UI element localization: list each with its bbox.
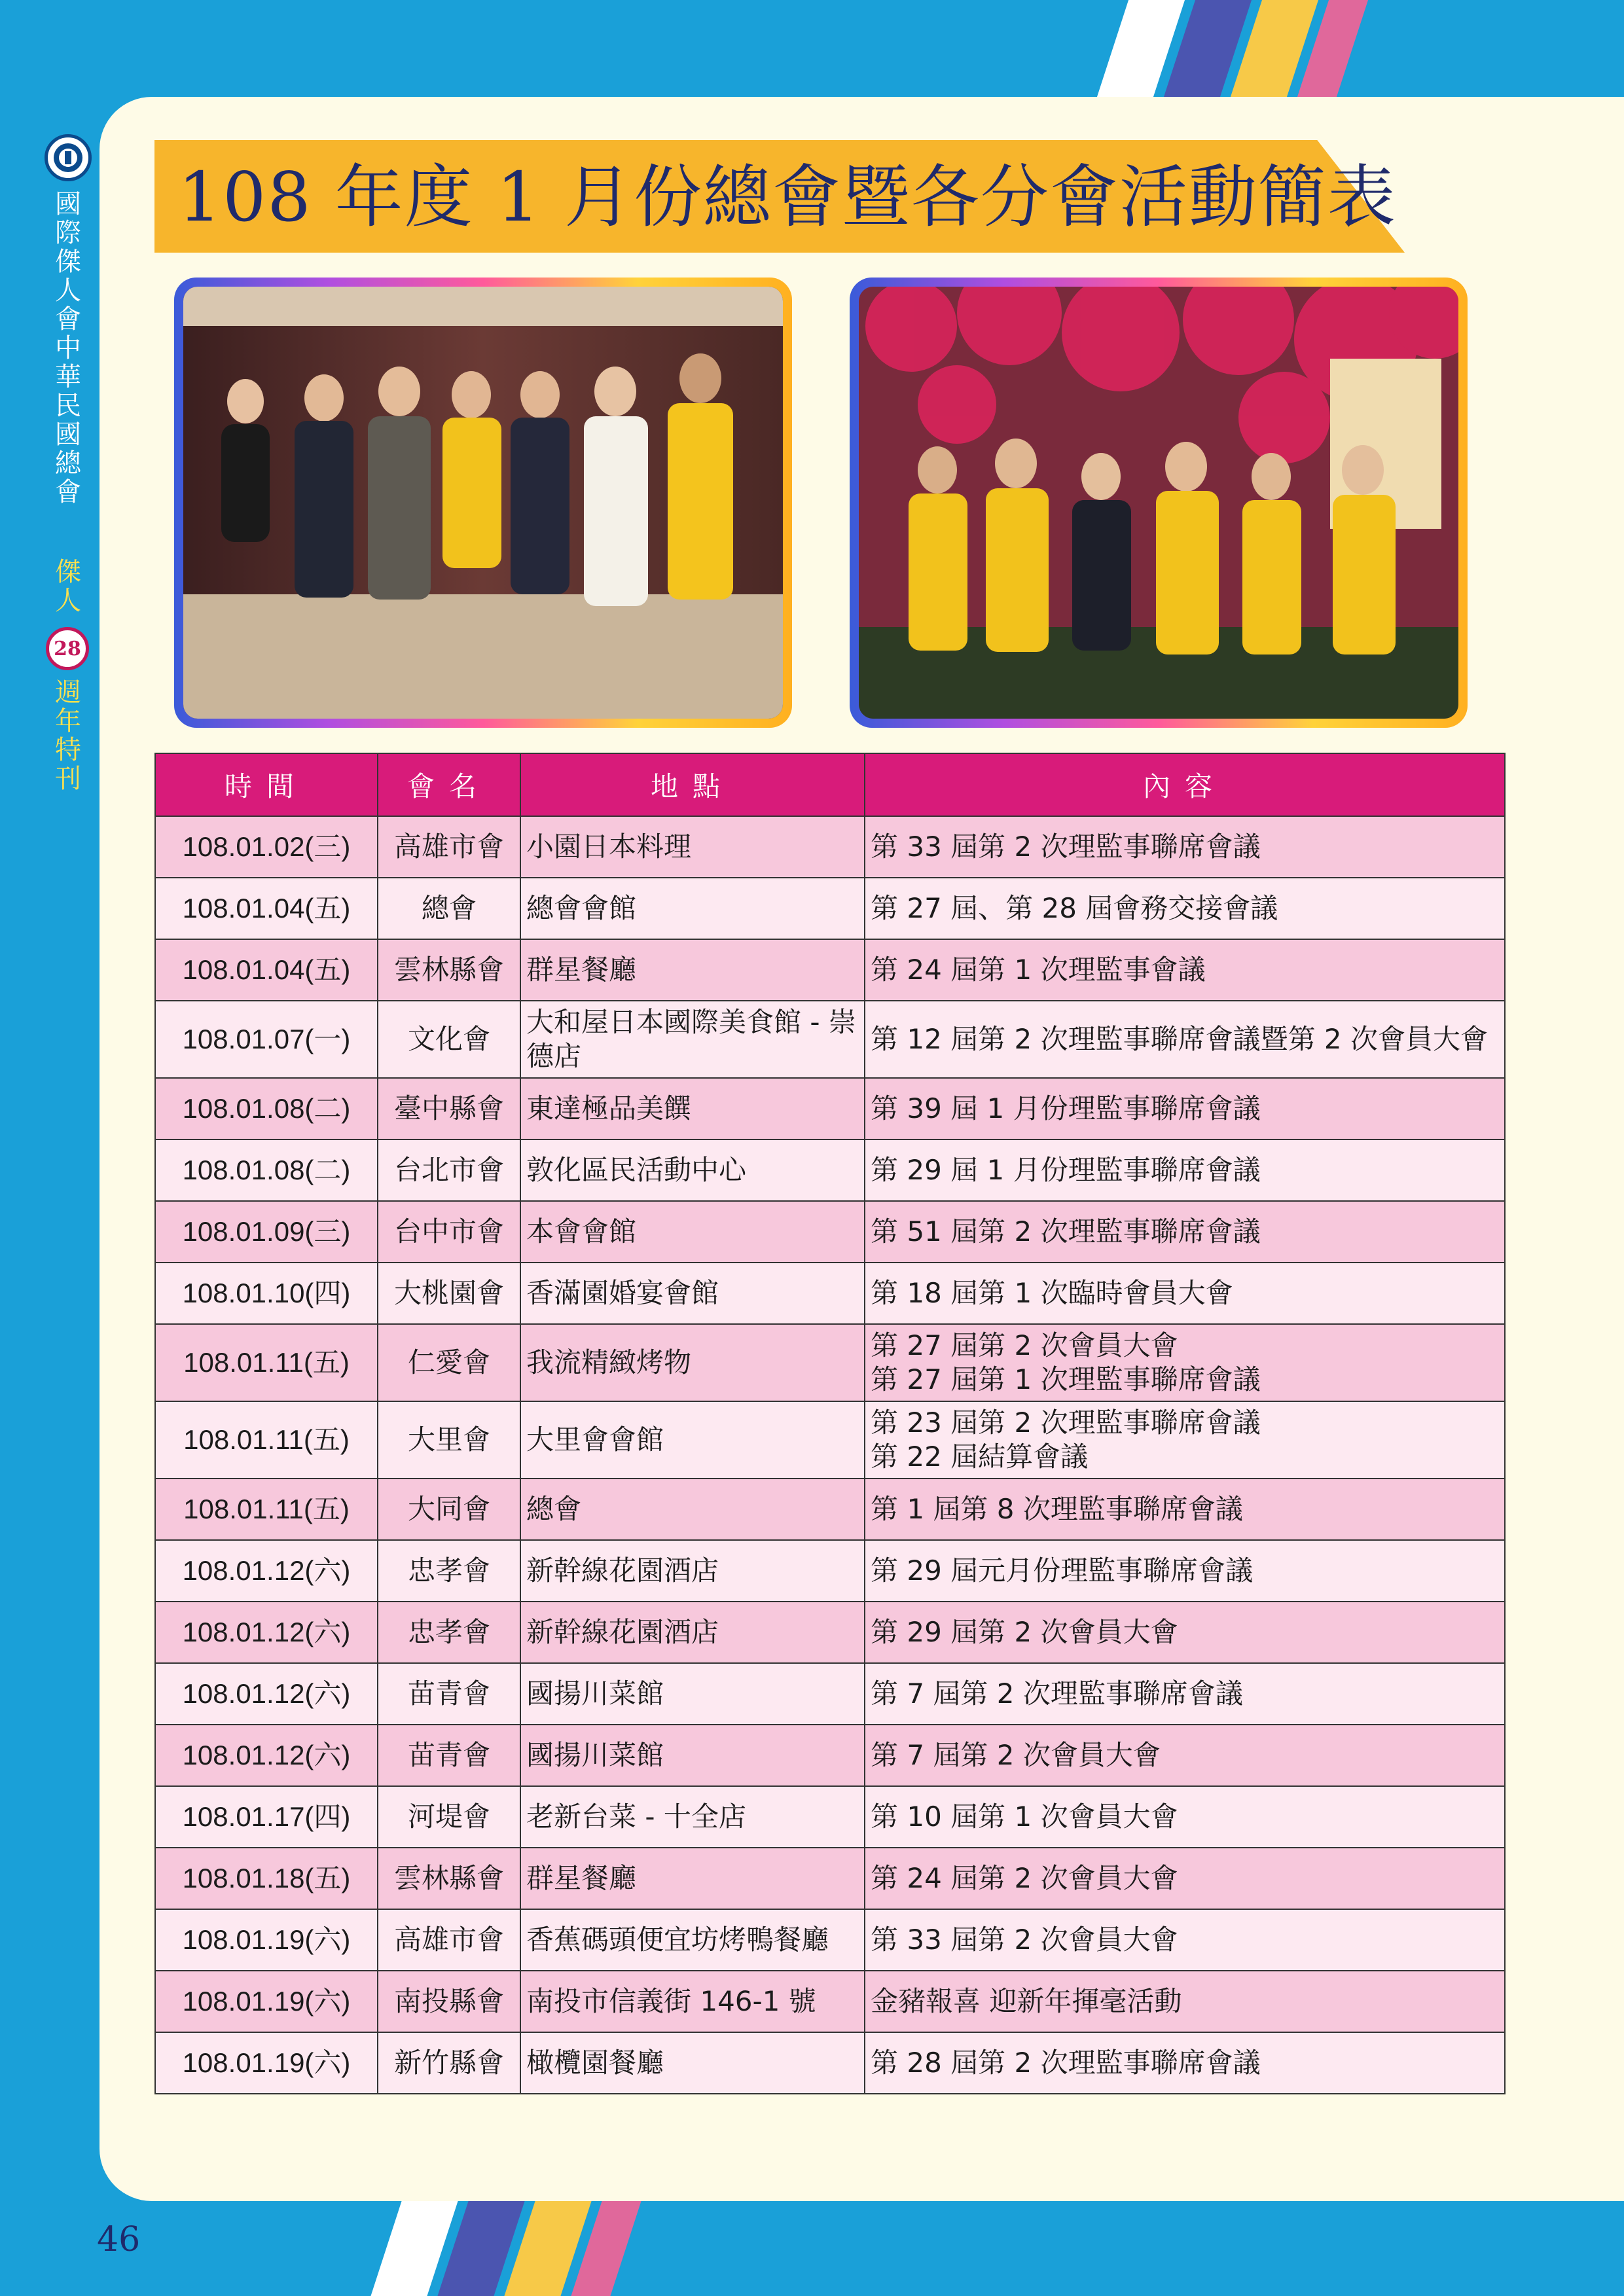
cell-date: 108.01.12(六) [155, 1725, 378, 1786]
cell-content: 第 18 屆第 1 次臨時會員大會 [865, 1263, 1505, 1324]
table-row [155, 1602, 1505, 1663]
activity-table [154, 753, 1506, 2094]
cell-org: 仁愛會 [378, 1324, 520, 1401]
cell-date: 108.01.07(一) [155, 1001, 378, 1078]
cell-date: 108.01.10(四) [155, 1263, 378, 1324]
cell-org: 雲林縣會 [378, 939, 520, 1001]
header-org: 會名 [378, 753, 520, 816]
cell-org: 台北市會 [378, 1139, 520, 1201]
cell-place: 本會會館 [520, 1201, 865, 1263]
organization-logo-icon [45, 134, 92, 181]
table-row [155, 816, 1505, 878]
table-row [155, 1139, 1505, 1201]
header-place: 地點 [520, 753, 865, 816]
cell-org: 南投縣會 [378, 1971, 520, 2032]
cell-content: 金豬報喜 迎新年揮毫活動 [865, 1971, 1505, 2032]
cell-date: 108.01.12(六) [155, 1602, 378, 1663]
header-content: 內容 [865, 753, 1505, 816]
cell-content: 第 12 屆第 2 次理監事聯席會議暨第 2 次會員大會 [865, 1001, 1505, 1078]
cell-place: 新幹線花園酒店 [520, 1602, 865, 1663]
cell-org: 臺中縣會 [378, 1078, 520, 1139]
side-caption-suffix: 週年 特刊 [55, 677, 81, 794]
table-row [155, 1201, 1505, 1263]
cell-date: 108.01.11(五) [155, 1401, 378, 1479]
table-row [155, 1848, 1505, 1909]
table-row [155, 1540, 1505, 1602]
cell-date: 108.01.19(六) [155, 2032, 378, 2094]
cell-date: 108.01.18(五) [155, 1848, 378, 1909]
cell-date: 108.01.17(四) [155, 1786, 378, 1848]
cell-org: 大里會 [378, 1401, 520, 1479]
cell-content: 第 33 屆第 2 次會員大會 [865, 1909, 1505, 1971]
cell-org: 苗青會 [378, 1725, 520, 1786]
cell-place: 總會會館 [520, 878, 865, 939]
cell-org: 忠孝會 [378, 1602, 520, 1663]
cell-content: 第 27 屆第 2 次會員大會 第 27 屆第 1 次理監事聯席會議 [865, 1324, 1505, 1401]
cell-date: 108.01.11(五) [155, 1324, 378, 1401]
cell-date: 108.01.12(六) [155, 1540, 378, 1602]
photo-frame-left [174, 278, 792, 728]
cell-org: 雲林縣會 [378, 1848, 520, 1909]
table-row [155, 1001, 1505, 1078]
emblem-icon [51, 141, 85, 175]
table-row [155, 1725, 1505, 1786]
cell-content: 第 33 屆第 2 次理監事聯席會議 [865, 816, 1505, 878]
cell-content: 第 24 屆第 2 次會員大會 [865, 1848, 1505, 1909]
cell-date: 108.01.04(五) [155, 939, 378, 1001]
table-row [155, 2032, 1505, 2094]
side-caption-org-name: 國際傑人會中華民國總會 [55, 189, 81, 507]
cell-org: 文化會 [378, 1001, 520, 1078]
cell-place: 國揚川菜館 [520, 1725, 865, 1786]
cell-place: 香滿園婚宴會館 [520, 1263, 865, 1324]
anniversary-badge: 28 [46, 627, 89, 670]
cell-date: 108.01.19(六) [155, 1971, 378, 2032]
cell-place: 南投市信義街 146-1 號 [520, 1971, 865, 2032]
cell-date: 108.01.08(二) [155, 1078, 378, 1139]
cell-place: 敦化區民活動中心 [520, 1139, 865, 1201]
table-row [155, 878, 1505, 939]
cell-content: 第 29 屆第 2 次會員大會 [865, 1602, 1505, 1663]
table-row [155, 1324, 1505, 1401]
cell-place: 東達極品美饌 [520, 1078, 865, 1139]
cell-place: 我流精緻烤物 [520, 1324, 865, 1401]
cell-org: 高雄市會 [378, 1909, 520, 1971]
cell-org: 忠孝會 [378, 1540, 520, 1602]
table-row [155, 1078, 1505, 1139]
cell-place: 群星餐廳 [520, 939, 865, 1001]
cell-date: 108.01.12(六) [155, 1663, 378, 1725]
group-photo-indoor [183, 287, 783, 719]
cell-place: 橄欖園餐廳 [520, 2032, 865, 2094]
table-header-row [155, 753, 1505, 816]
cell-content: 第 7 屆第 2 次會員大會 [865, 1725, 1505, 1786]
cell-place: 老新台菜 - 十全店 [520, 1786, 865, 1848]
cell-org: 大同會 [378, 1479, 520, 1540]
cell-content: 第 23 屆第 2 次理監事聯席會議 第 22 屆結算會議 [865, 1401, 1505, 1479]
cell-date: 108.01.19(六) [155, 1909, 378, 1971]
cell-content: 第 29 屆元月份理監事聯席會議 [865, 1540, 1505, 1602]
cell-date: 108.01.11(五) [155, 1479, 378, 1540]
cell-org: 河堤會 [378, 1786, 520, 1848]
cell-org: 台中市會 [378, 1201, 520, 1263]
cell-date: 108.01.09(三) [155, 1201, 378, 1263]
cell-date: 108.01.08(二) [155, 1139, 378, 1201]
page-number: 46 [97, 2220, 141, 2259]
header-date: 時間 [155, 753, 378, 816]
cell-org: 新竹縣會 [378, 2032, 520, 2094]
cell-content: 第 7 屆第 2 次理監事聯席會議 [865, 1663, 1505, 1725]
cell-content: 第 51 屆第 2 次理監事聯席會議 [865, 1201, 1505, 1263]
cell-place: 大里會會館 [520, 1401, 865, 1479]
cell-place: 香蕉碼頭便宜坊烤鴨餐廳 [520, 1909, 865, 1971]
photo-frame-right [850, 278, 1468, 728]
cell-content: 第 27 屆、第 28 屆會務交接會議 [865, 878, 1505, 939]
cell-place: 國揚川菜館 [520, 1663, 865, 1725]
cell-date: 108.01.02(三) [155, 816, 378, 878]
cell-org: 高雄市會 [378, 816, 520, 878]
cell-content: 第 28 屆第 2 次理監事聯席會議 [865, 2032, 1505, 2094]
cell-org: 苗青會 [378, 1663, 520, 1725]
table-body [155, 816, 1505, 2094]
table-row [155, 1971, 1505, 2032]
cell-content: 第 24 屆第 1 次理監事會議 [865, 939, 1505, 1001]
table-row [155, 1401, 1505, 1479]
table-row [155, 939, 1505, 1001]
side-caption-prefix: 傑人 [55, 557, 81, 616]
cell-org: 大桃園會 [378, 1263, 520, 1324]
cell-place: 群星餐廳 [520, 1848, 865, 1909]
cell-content: 第 10 屆第 1 次會員大會 [865, 1786, 1505, 1848]
table-row [155, 1786, 1505, 1848]
cell-place: 大和屋日本國際美食館 - 崇德店 [520, 1001, 865, 1078]
cell-date: 108.01.04(五) [155, 878, 378, 939]
group-photo-outdoor-flowers [859, 287, 1458, 719]
cell-place: 小園日本料理 [520, 816, 865, 878]
cell-place: 總會 [520, 1479, 865, 1540]
table-row [155, 1263, 1505, 1324]
cell-content: 第 1 屆第 8 次理監事聯席會議 [865, 1479, 1505, 1540]
page-title: 108 年度 1 月份總會暨各分會活動簡表 [178, 157, 1397, 237]
table-row [155, 1909, 1505, 1971]
cell-content: 第 29 屆 1 月份理監事聯席會議 [865, 1139, 1505, 1201]
table-row [155, 1663, 1505, 1725]
table-row [155, 1479, 1505, 1540]
cell-content: 第 39 屆 1 月份理監事聯席會議 [865, 1078, 1505, 1139]
cell-place: 新幹線花園酒店 [520, 1540, 865, 1602]
cell-org: 總會 [378, 878, 520, 939]
